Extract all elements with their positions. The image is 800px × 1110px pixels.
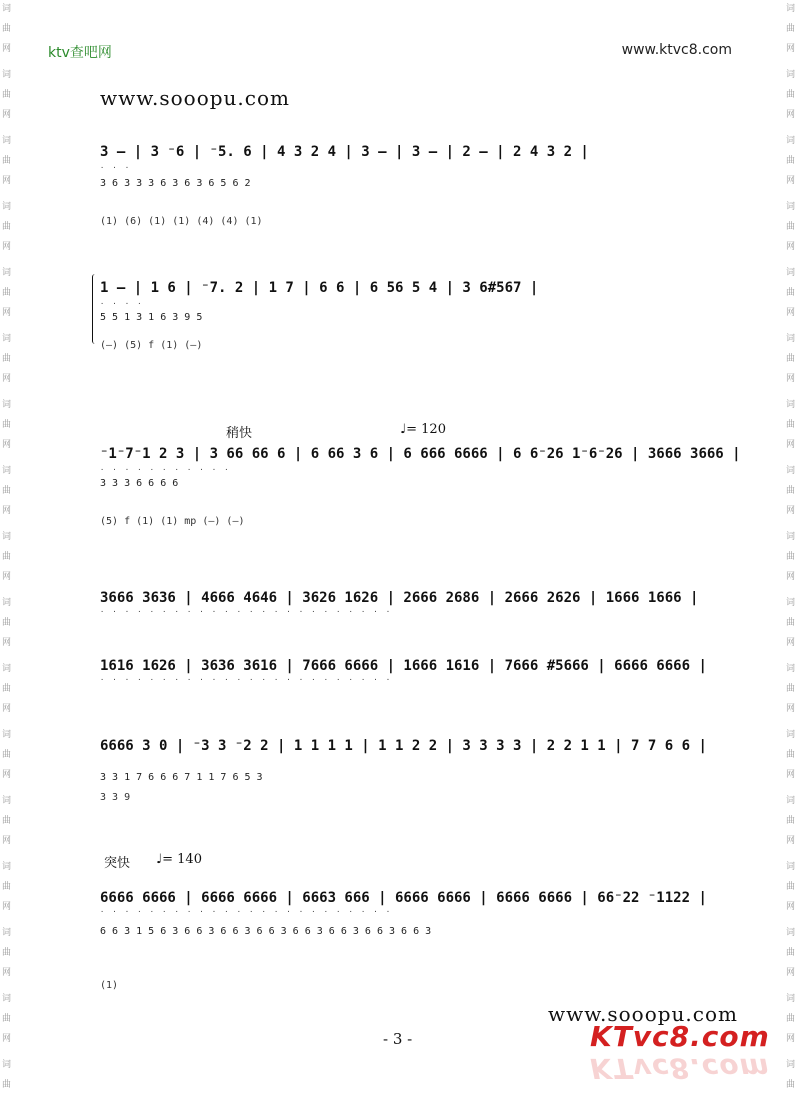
right-watermark-column	[784, 0, 800, 1110]
side-watermark-char: 曲	[2, 420, 12, 430]
side-watermark-char: 曲	[2, 24, 12, 34]
melody-line: 1616 1626 | 3636 3616 | 7666 6666 | 1666 1616 | 7666 #5666 | 6666 6666 |	[100, 658, 707, 674]
side-watermark-char: 网	[2, 440, 12, 450]
accompaniment-line: 5 5 1 3 1 6 3 9 5	[100, 312, 203, 323]
side-watermark-char: 词	[786, 400, 796, 410]
side-watermark-char: 词	[786, 4, 796, 14]
side-watermark-char: 词	[786, 70, 796, 80]
side-watermark-char: 曲	[786, 222, 796, 232]
side-watermark-char: 词	[2, 70, 12, 80]
side-watermark-char: 网	[2, 308, 12, 318]
percussion-line: (1)	[100, 980, 119, 991]
percussion-line: (–) (5) f (1) (–)	[100, 340, 203, 351]
percussion-line: (1) (6) (1) (1) (4) (4) (1)	[100, 216, 263, 227]
side-watermark-char: 网	[786, 902, 796, 912]
side-watermark-char: 词	[2, 268, 12, 278]
octave-dots: · · ·	[100, 164, 132, 172]
staff-brace	[92, 274, 98, 344]
side-watermark-char: 网	[2, 506, 12, 516]
page-number: - 3 -	[383, 1030, 413, 1048]
side-watermark-char: 曲	[786, 684, 796, 694]
side-watermark-char: 词	[2, 136, 12, 146]
side-watermark-char: 词	[786, 268, 796, 278]
side-watermark-char: 网	[786, 44, 796, 54]
side-watermark-char: 网	[2, 572, 12, 582]
side-watermark-char: 词	[786, 1060, 796, 1070]
accompaniment-line: 6 6 3 1 5 6 3 6 6 3 6 6 3 6 6 3 6 6 3 6 6 3 6 6 3 6 6 3	[100, 926, 432, 937]
side-watermark-char: 曲	[786, 486, 796, 496]
side-watermark-char: 曲	[786, 948, 796, 958]
side-watermark-char: 曲	[786, 552, 796, 562]
side-watermark-char: 网	[2, 242, 12, 252]
side-watermark-char: 曲	[2, 618, 12, 628]
side-watermark-char: 网	[2, 176, 12, 186]
octave-dots: · · · · · · · · · · ·	[100, 466, 231, 474]
melody-line: ⁻1⁻7⁻1 2 3 | 3 66 66 6 | 6 66 3 6 | 6 666 6666 | 6 6⁻26 1⁻6⁻26 | 3666 3666 |	[100, 446, 741, 462]
side-watermark-char: 词	[2, 994, 12, 1004]
side-watermark-char: 词	[2, 598, 12, 608]
melody-line: 3666 3636 | 4666 4646 | 3626 1626 | 2666 2686 | 2666 2626 | 1666 1666 |	[100, 590, 699, 606]
side-watermark-char: 网	[786, 506, 796, 516]
side-watermark-char: 网	[2, 770, 12, 780]
ktvc8-logo: KTvc8.com	[590, 1020, 770, 1053]
score-system-5	[100, 656, 710, 686]
octave-dots: · · · ·	[100, 300, 144, 308]
watermark-url-bottom: www.sooopu.com	[548, 1002, 738, 1026]
side-watermark-char: 词	[786, 202, 796, 212]
side-watermark-char: 词	[2, 466, 12, 476]
side-watermark-char: 词	[2, 532, 12, 542]
accompaniment-line: 3 6 3 3 3 6 3 6 3 6 5 6 2	[100, 178, 251, 189]
side-watermark-char: 词	[2, 4, 12, 14]
percussion-line: (5) f (1) (1) mp (–) (–)	[100, 516, 245, 527]
side-watermark-char: 网	[786, 836, 796, 846]
score-system-1	[100, 132, 710, 237]
side-watermark-char: 网	[2, 110, 12, 120]
side-watermark-char: 词	[2, 334, 12, 344]
side-watermark-char: 词	[2, 928, 12, 938]
side-watermark-char: 曲	[2, 750, 12, 760]
side-watermark-char: 词	[2, 664, 12, 674]
side-watermark-char: 网	[786, 572, 796, 582]
side-watermark-char: 网	[2, 638, 12, 648]
side-watermark-char: 词	[786, 334, 796, 344]
side-watermark-char: 网	[786, 638, 796, 648]
tempo-marking: ♩= 140	[156, 852, 202, 867]
score-system-6	[100, 728, 710, 818]
side-watermark-char: 曲	[786, 420, 796, 430]
octave-dots: · · · · · · · · · · · · · · · · · · · · · · · ·	[100, 676, 393, 684]
percussion-line: 3 3 9	[100, 792, 131, 803]
site-name-left[interactable]: ktv查吧网	[48, 45, 112, 61]
side-watermark-char: 词	[786, 532, 796, 542]
side-watermark-char: 曲	[786, 24, 796, 34]
side-watermark-char: 曲	[2, 948, 12, 958]
side-watermark-char: 网	[786, 1034, 796, 1044]
side-watermark-char: 词	[786, 928, 796, 938]
side-watermark-char: 词	[786, 598, 796, 608]
side-watermark-char: 网	[786, 704, 796, 714]
side-watermark-char: 曲	[786, 750, 796, 760]
side-watermark-char: 网	[2, 374, 12, 384]
side-watermark-char: 词	[786, 136, 796, 146]
side-watermark-char: 网	[786, 308, 796, 318]
side-watermark-char: 曲	[2, 288, 12, 298]
side-watermark-char: 网	[2, 902, 12, 912]
side-watermark-char: 曲	[786, 90, 796, 100]
side-watermark-char: 网	[2, 968, 12, 978]
score-system-7	[100, 850, 710, 1000]
side-watermark-char: 网	[2, 836, 12, 846]
side-watermark-char: 网	[2, 44, 12, 54]
side-watermark-char: 词	[786, 664, 796, 674]
side-watermark-char: 曲	[2, 684, 12, 694]
side-watermark-char: 网	[786, 440, 796, 450]
melody-line: 6666 3 0 | ⁻3 3 ⁻2 2 | 1 1 1 1 | 1 1 2 2 | 3 3 3 3 | 2 2 1 1 | 7 7 6 6 |	[100, 738, 707, 754]
side-watermark-char: 曲	[2, 486, 12, 496]
side-watermark-char: 词	[2, 730, 12, 740]
side-watermark-char: 词	[2, 796, 12, 806]
side-watermark-char: 网	[786, 242, 796, 252]
octave-dots: · · · · · · · · · · · · · · · · · · · · · · · ·	[100, 608, 393, 616]
side-watermark-char: 网	[786, 770, 796, 780]
score-system-3	[100, 420, 741, 560]
side-watermark-char: 网	[2, 1034, 12, 1044]
side-watermark-char: 曲	[2, 1014, 12, 1024]
side-watermark-char: 曲	[786, 1014, 796, 1024]
melody-line: 6666 6666 | 6666 6666 | 6663 666 | 6666 6666 | 6666 6666 | 66⁻22 ⁻1122 |	[100, 890, 707, 906]
melody-line: 3 – | 3 ⁻6 | ⁻5. 6 | 4 3 2 4 | 3 – | 3 – | 2 – | 2 4 3 2 |	[100, 144, 589, 160]
score-system-2	[100, 272, 710, 392]
accompaniment-line: 3 3 1 7 6 6 6 7 1 1 7 6 5 3	[100, 772, 263, 783]
side-watermark-char: 曲	[2, 90, 12, 100]
side-watermark-char: 词	[786, 862, 796, 872]
side-watermark-char: 曲	[2, 882, 12, 892]
side-watermark-char: 词	[2, 202, 12, 212]
side-watermark-char: 词	[786, 730, 796, 740]
side-watermark-char: 网	[786, 968, 796, 978]
side-watermark-char: 词	[2, 1060, 12, 1070]
octave-dots: · · · · · · · · · · · · · · · · · · · · · · · ·	[100, 908, 393, 916]
side-watermark-char: 曲	[786, 816, 796, 826]
side-watermark-char: 曲	[2, 1080, 12, 1090]
side-watermark-char: 曲	[2, 156, 12, 166]
side-watermark-char: 曲	[786, 288, 796, 298]
side-watermark-char: 曲	[2, 222, 12, 232]
side-watermark-char: 曲	[2, 816, 12, 826]
side-watermark-char: 网	[786, 110, 796, 120]
side-watermark-char: 曲	[786, 156, 796, 166]
melody-line: 1 – | 1 6 | ⁻7. 2 | 1 7 | 6 6 | 6 56 5 4 | 3 6#567 |	[100, 280, 539, 296]
tempo-text: 突快	[104, 856, 131, 871]
side-watermark-char: 曲	[786, 618, 796, 628]
tempo-text: 稍快	[226, 426, 253, 441]
side-watermark-char: 网	[2, 704, 12, 714]
side-watermark-char: 曲	[786, 354, 796, 364]
side-watermark-char: 词	[786, 994, 796, 1004]
side-watermark-char: 曲	[786, 1080, 796, 1090]
site-url-right[interactable]: www.ktvc8.com	[621, 42, 732, 58]
ktvc8-logo-reflection: KTvc8.com	[590, 1052, 770, 1085]
side-watermark-char: 曲	[2, 354, 12, 364]
side-watermark-char: 曲	[2, 552, 12, 562]
left-watermark-column	[0, 0, 16, 1110]
side-watermark-char: 词	[786, 796, 796, 806]
side-watermark-char: 词	[786, 466, 796, 476]
side-watermark-char: 曲	[786, 882, 796, 892]
accompaniment-line: 3 3 3 6 6 6 6	[100, 478, 179, 489]
side-watermark-char: 词	[2, 862, 12, 872]
tempo-marking: ♩= 120	[400, 422, 446, 437]
watermark-url-top: www.sooopu.com	[100, 86, 290, 110]
side-watermark-char: 词	[2, 400, 12, 410]
side-watermark-char: 网	[786, 374, 796, 384]
score-system-4	[100, 588, 710, 618]
side-watermark-char: 网	[786, 176, 796, 186]
